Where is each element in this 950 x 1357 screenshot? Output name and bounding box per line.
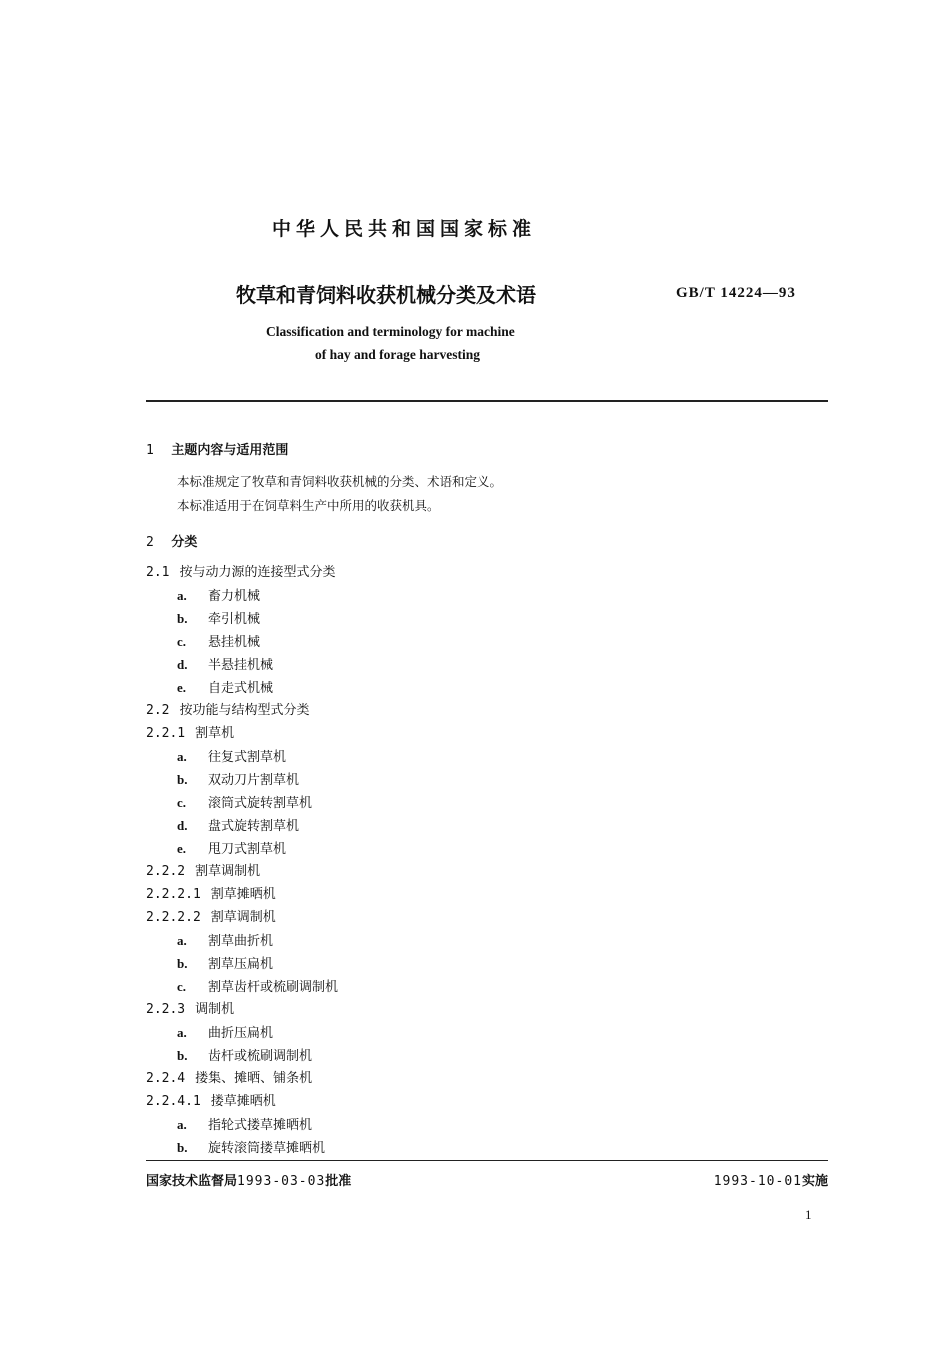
english-title-line-2: of hay and forage harvesting xyxy=(315,347,480,362)
section-2-number: 2 xyxy=(146,535,155,550)
line-text: 齿杆或梳刷调制机 xyxy=(208,1049,313,1064)
approval-line xyxy=(146,1170,351,1189)
list-item xyxy=(177,1138,325,1158)
line-text: 割草调制机 xyxy=(210,910,276,925)
list-item xyxy=(177,1023,273,1043)
english-title-line-1: Classification and terminology for machine xyxy=(266,324,515,339)
list-item xyxy=(177,747,286,767)
header-divider xyxy=(146,400,828,402)
clause-heading xyxy=(146,1000,234,1020)
clause-heading xyxy=(146,724,234,744)
item-letter: d. xyxy=(177,818,188,833)
clause-heading xyxy=(146,563,336,583)
item-letter: e. xyxy=(177,680,187,695)
clause-number: 2.2.2 xyxy=(146,864,186,879)
line-text: 盘式旋转割草机 xyxy=(208,819,300,834)
list-item xyxy=(177,586,260,606)
approval-authority: 国家技术监督局 xyxy=(146,1174,238,1189)
section-1-title: 主题内容与适用范围 xyxy=(171,443,289,458)
list-item xyxy=(177,678,273,698)
effective-suffix: 实施 xyxy=(801,1174,828,1189)
item-letter: a. xyxy=(177,933,187,948)
line-text: 调制机 xyxy=(195,1002,235,1017)
list-item xyxy=(177,1115,312,1135)
item-letter: d. xyxy=(177,657,188,672)
list-item xyxy=(177,1046,312,1066)
line-text: 曲折压扁机 xyxy=(208,1026,274,1041)
clause-number: 2.2.4 xyxy=(146,1071,186,1086)
line-text: 割草齿杆或梳刷调制机 xyxy=(208,980,339,995)
line-text: 甩刀式割草机 xyxy=(208,842,287,857)
line-text: 割草摊晒机 xyxy=(210,887,276,902)
list-item xyxy=(177,655,273,675)
standard-number: GB/T 14224—93 xyxy=(676,285,796,301)
line-text: 割草压扁机 xyxy=(208,957,274,972)
clause-heading xyxy=(146,1069,312,1089)
item-letter: c. xyxy=(177,979,187,994)
line-text: 自走式机械 xyxy=(208,681,274,696)
list-item xyxy=(177,931,273,951)
line-text: 往复式割草机 xyxy=(208,750,287,765)
approval-suffix: 批准 xyxy=(325,1174,352,1189)
line-text: 按功能与结构型式分类 xyxy=(179,703,310,718)
item-letter: c. xyxy=(177,634,187,649)
line-text: 牵引机械 xyxy=(208,612,261,627)
list-item xyxy=(177,609,260,629)
line-text: 旋转滚筒搂草摊晒机 xyxy=(208,1141,326,1156)
clause-heading xyxy=(146,885,276,905)
national-standard-heading: 中华人民共和国国家标准 xyxy=(272,218,537,240)
section-1-paragraph-2: 本标准适用于在饲草料生产中所用的收获机具。 xyxy=(177,498,440,513)
section-1-number: 1 xyxy=(146,443,155,458)
clause-number: 2.2.2.1 xyxy=(146,887,201,902)
clause-number: 2.1 xyxy=(146,565,170,580)
page-number: 1 xyxy=(805,1207,812,1222)
line-text: 按与动力源的连接型式分类 xyxy=(179,565,336,580)
section-1-paragraph-1: 本标准规定了牧草和青饲料收获机械的分类、术语和定义。 xyxy=(177,474,503,489)
item-letter: a. xyxy=(177,1117,187,1132)
line-text: 搂集、摊晒、铺条机 xyxy=(195,1071,313,1086)
line-text: 割草曲折机 xyxy=(208,934,274,949)
line-text: 割草机 xyxy=(195,726,235,741)
list-item xyxy=(177,632,260,652)
item-letter: b. xyxy=(177,772,188,787)
section-1-heading xyxy=(146,439,288,458)
clause-number: 2.2 xyxy=(146,703,170,718)
effective-date: 1993-10-01 xyxy=(713,1174,802,1189)
approval-date: 1993-03-03 xyxy=(237,1174,326,1189)
line-text: 双动刀片割草机 xyxy=(208,773,300,788)
item-letter: b. xyxy=(177,1048,188,1063)
item-letter: a. xyxy=(177,588,187,603)
section-2-heading xyxy=(146,531,197,550)
list-item xyxy=(177,770,299,790)
item-letter: e. xyxy=(177,841,187,856)
list-item xyxy=(177,816,299,836)
item-letter: a. xyxy=(177,1025,187,1040)
document-title: 牧草和青饲料收获机械分类及术语 xyxy=(236,283,536,307)
clause-heading xyxy=(146,908,276,928)
clause-heading xyxy=(146,1092,276,1112)
item-letter: a. xyxy=(177,749,187,764)
item-letter: c. xyxy=(177,795,187,810)
line-text: 畜力机械 xyxy=(208,589,261,604)
clause-number: 2.2.3 xyxy=(146,1002,186,1017)
clause-number: 2.2.4.1 xyxy=(146,1094,201,1109)
line-text: 半悬挂机械 xyxy=(208,658,274,673)
line-text: 搂草摊晒机 xyxy=(210,1094,276,1109)
list-item xyxy=(177,839,286,859)
line-text: 滚筒式旋转割草机 xyxy=(208,796,313,811)
line-text: 指轮式搂草摊晒机 xyxy=(208,1118,313,1133)
clause-heading xyxy=(146,862,260,882)
clause-number: 2.2.2.2 xyxy=(146,910,201,925)
line-text: 割草调制机 xyxy=(195,864,261,879)
list-item xyxy=(177,977,338,997)
item-letter: b. xyxy=(177,1140,188,1155)
clause-number: 2.2.1 xyxy=(146,726,186,741)
effective-line xyxy=(714,1170,828,1189)
footer-divider xyxy=(146,1160,828,1161)
list-item xyxy=(177,793,312,813)
item-letter: b. xyxy=(177,611,188,626)
item-letter: b. xyxy=(177,956,188,971)
list-item xyxy=(177,954,273,974)
section-2-title: 分类 xyxy=(171,535,198,550)
line-text: 悬挂机械 xyxy=(208,635,261,650)
clause-heading xyxy=(146,701,310,721)
